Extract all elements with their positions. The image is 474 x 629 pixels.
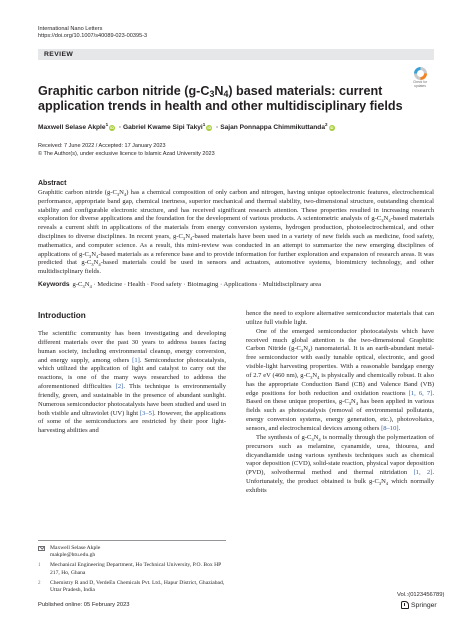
affiliation-text: Chemistry R and D, VerdeEn Chemicals Pvt. Ltd., Hapur District, Ghaziabad, Uttar Pradesh, India	[50, 579, 225, 594]
author-name[interactable]: Gabriel Kwame Sipi Takyi	[123, 124, 203, 131]
author-affiliation-mark: 1	[202, 122, 206, 127]
envelope-icon	[38, 546, 45, 551]
orcid-icon[interactable]: iD	[207, 126, 212, 130]
author-name[interactable]: Maxwell Selase Akple	[38, 124, 106, 131]
body-paragraph: hence the need to explore alternative semiconductor materials that can utilize full visible light.	[246, 310, 434, 326]
section-label: REVIEW	[44, 50, 74, 58]
keywords-line: Keywords $g-C_3N_4$ · Medicine · Health · Food safety · Bioimaging · Applications · Multidisciplinary area	[38, 281, 322, 289]
citation-link[interactable]: [8–10]	[381, 424, 399, 432]
citation-link[interactable]: [1, 6, 7]	[408, 389, 433, 397]
orcid-icon[interactable]: iD	[110, 126, 115, 130]
email-link[interactable]: makple@htu.edu.gh	[50, 552, 96, 559]
publisher-logo[interactable]	[401, 601, 437, 609]
affiliation-text: Mechanical Engineering Department, Ho Technical University, P.O. Box HP 217, Ho, Ghana	[50, 562, 222, 576]
author-affiliation-mark: 2	[325, 122, 328, 127]
body-paragraph: One of the emerged semiconductor photocatalysts which have received much global attention is the two-dimensional Graphitic Carbon Nitride $(g-C_3N_4)$ nanomaterial. It is an earth-abundant metal-free semiconductor with easily tunable optical, electronic, and good visible-light harvesting properties. With a reasonable bandgap energy of 2.7 eV (460 nm), $g-C_3N_4$ is physically and chemically robust. It also has the appropriate Conduction Band (CB) and Valence Band (VB) edge positions for both reduction and oxidation reactions [1, 6, 7]. Based on these unique properties, $g-C_3N_4$ has been applied in various fields such as photocatalysis (removal of environmental pollutants, energy conversion systems, energy generation, etc.), photovoltaics, sensors, and electrochemical devices among others [8–10].	[246, 327, 434, 432]
citation-link[interactable]: [2]	[115, 383, 124, 391]
publisher-name: Springer	[411, 601, 437, 609]
published-date: Published online: 05 February 2023	[38, 602, 130, 608]
springer-horse-icon	[401, 601, 409, 609]
author-affiliation-mark: 1	[105, 122, 109, 127]
abstract-section	[38, 180, 434, 277]
introduction-heading: Introduction	[38, 311, 86, 320]
keyword-list: · Medicine · Health · Food safety · Bioimaging · Applications · Multidisciplinary area	[91, 281, 322, 288]
abstract-text: Graphitic carbon nitride $(g-C_3N_4)$ has a chemical composition of only carbon and nitrogen, having unique optoelectronic features, electrochemical performance, appropriate band gap, chemical inertness, superior mechanical and thermal stability, two-dimensional structure, outstanding chemical stability and configurable electronic structure, and has received significant research attention. These properties resulted in increasing research exploration for diverse applications and the foundation for the development of various products. A scientometric analysis of $g-C_3N_4$-based materials reveals a current shift in applications of the materials from energy conversion systems, hydrogen production, photoelectrochemical, and other disciplines to diverse disciplines. In recent years, $g-C_3N_4$-based materials have been used in a variety of new fields such as medicine, food safety, mathematics, and computer science. As a result, this mini-review was conducted in an attempt to summarize the new emerging disciplines of applications of $g-C_3N_4$-based materials as a reference base and to provide information for further exploration and expansion of research areas. It was predicted that $g-C_3N_4$-based materials could be used in sensors and actuators, automotive systems, biomimicry technology, and other multidisciplinary fields.	[38, 189, 434, 276]
article-dates	[38, 142, 215, 158]
correspondence-footnote	[38, 545, 226, 559]
paper-title: Graphitic carbon nitride $(g-C_3N_4)$ based materials: current application trends in health and other multidisciplinary fields	[38, 84, 403, 113]
received-accepted: Received: 7 June 2022 / Accepted: 17 January 2023	[38, 143, 166, 149]
check-for-updates-icon	[414, 67, 427, 80]
check-for-updates-button[interactable]	[409, 67, 431, 89]
body-paragraph: The synthesis of $g-C_3N_4$ is normally through the polymerization of precursors such as melamine, cyanamide, urea, thiourea, and dicyandiamide using various synthesis techniques such as chemical vapor deposition (CVD), solid-state reaction, physical vapor deposition (PVD), solvothermal method and thermal nitridation [1, 2]. Unfortunately, the product obtained is bulk $g-C_3N_4$ which normally exhibits	[246, 433, 435, 494]
footnotes	[38, 540, 226, 597]
introduction-paragraph: The scientific community has been investigating and developing different materials over the past 30 years to address issues facing human society, including environmental cleanup, energy conversion, and energy supply, among others [1]. Semiconductor photocatalysis, which utilized the application of light and catalyst to carry out the reactions, is one of the many ways researched to address the aforementioned difficulties [2]. This technique is environmentally friendly, green, and sustainable in the presence of abundant sunlight. Numerous semiconductor photocatalysts have been studied and used in both visible and ultraviolet (UV) light [3–5]. However, the applications of some of the semiconductors are restricted by their poor light-harvesting abilities and	[38, 330, 226, 435]
section-band	[38, 49, 434, 60]
affiliation-footnote: 2 Chemistry R and D, VerdeEn Chemicals Pvt. Ltd., Hapur District, Ghaziabad, Uttar Pradesh, India	[38, 579, 225, 594]
orcid-icon[interactable]: iD	[329, 126, 334, 130]
left-column	[38, 307, 226, 436]
author-name[interactable]: Sajan Ponnappa Chimmikuttanda	[220, 124, 325, 131]
author-list: Maxwell Selase Akple$^1$iD · Gabriel Kwame Sipi Takyi$^1$iD · Sajan Ponnappa Chimmikuttanda$^2$iD	[38, 122, 334, 131]
citation-link[interactable]: [1, 2]	[413, 469, 433, 477]
doi-link[interactable]: https://doi.org/10.1007/s40089-023-00395-3	[38, 33, 148, 40]
keyword: g-C	[72, 281, 83, 288]
citation-link[interactable]: [1]	[132, 356, 140, 364]
corresponding-author: Maxwell Selase Akple	[50, 545, 101, 551]
journal-name: International Nano Letters	[38, 26, 103, 32]
citation-link[interactable]: [3–5]	[139, 409, 155, 417]
copyright-notice: © The Author(s), under exclusive licence to Islamic Azad University 2023	[38, 151, 215, 158]
keywords-label: Keywords	[38, 281, 70, 288]
volume-label: Vol.:(0123456789)	[397, 592, 445, 598]
affiliation-footnote: 1 Mechanical Engineering Department, Ho Technical University, P.O. Box HP 217, Ho, Ghana	[38, 562, 226, 576]
right-column	[246, 310, 434, 496]
journal-header	[38, 26, 147, 41]
abstract-heading: Abstract	[38, 180, 67, 187]
check-updates-label: Check for updates	[412, 80, 428, 88]
